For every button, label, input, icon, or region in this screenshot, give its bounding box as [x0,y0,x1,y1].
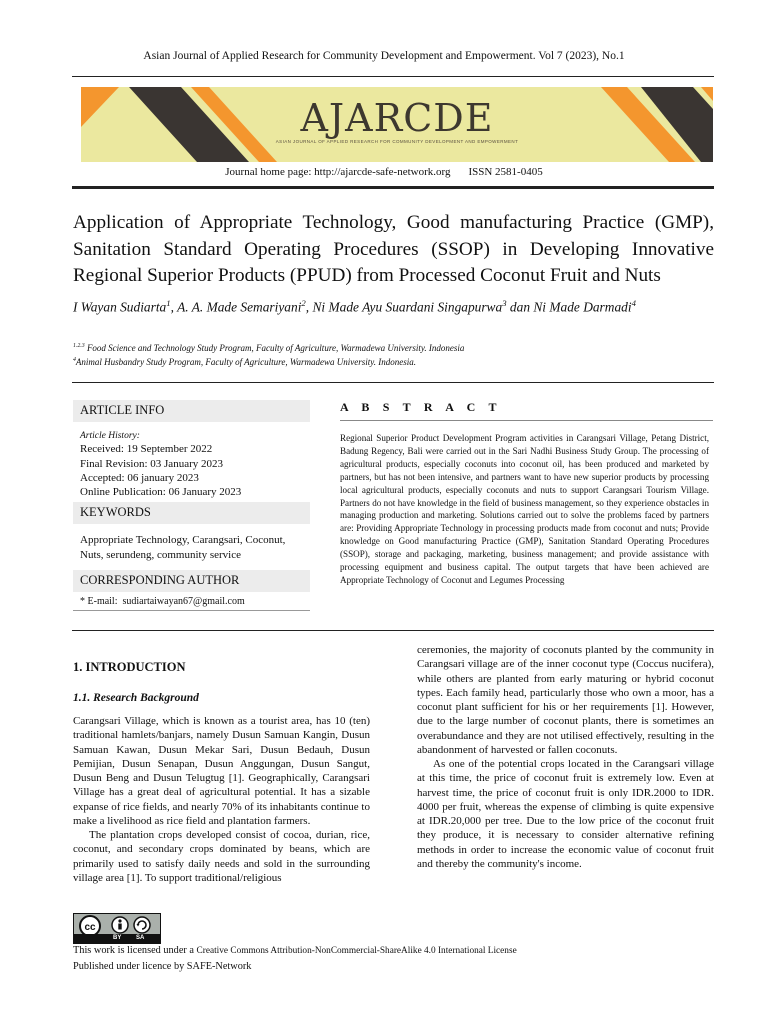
author-sup: 3 [502,298,507,308]
affiliation-text: Animal Husbandry Study Program, Faculty of Agriculture, Warmadewa University. Indonesia. [75,357,416,367]
paragraph: As one of the potential crops located in the Carangsari village at this time, the price of coconut fruit is extremely low. Even at harvest time, the price of coconut fruit is only IDR.2000 to IDR. 4000 per fruit, whereas the expense of climbing is quite expensive at IDR.20,000 per tree. Due to the low price of the coconut fruit they produce, it is necessary to consider alternative refining methods in order to increase the economic value of coconut fruit and thereby the community's income. [417,758,714,870]
affiliations [73,340,714,368]
affiliation-sup: 4 [73,357,76,363]
license-notice [73,943,517,974]
body-rule [72,630,714,631]
cc-icons [74,914,162,936]
paragraph: The plantation crops developed consist of cocoa, durian, rice, coconut, and secondary crops dominated by beans, which are primarily used to satisfy daily needs and sold in the surrounding village area [1]. To support traditional/religious [73,829,370,884]
corresponding-author-heading: CORRESPONDING AUTHOR [73,570,310,592]
paragraph: Carangsari Village, which is known as a tourist area, has 10 (ten) traditional hamlets/banjars, namely Dusun Samuan Kangin, Dusun Samuan Kawan, Dusun Mekar Sari, Dusun Bedauh, Dusun Pemijian, Dusun Senapan, Dusun Anggungan, Dusun Sangut, Dusun Beng and Dusun Telugtug [1]. Geographically, Carangsari Village has a great deal of agricultural potential. It has a sizable expanse of rice fields, and nearly 70% of its inhabitants continue to make a livelihood as rice field and plantation farmers. [73,715,370,827]
author-list: I Wayan Sudiarta$^1$, A. A. Made Semariyani$^2$, Ni Made Ayu Suardani Singapurwa$^3$ dan Ni Made Darmadi$^4$ [73,298,636,315]
affiliation-rule [72,382,714,383]
corresponding-email [80,596,245,607]
svg-text:cc: cc [84,922,96,933]
author-name: A. A. Made Semariyani [177,299,302,315]
paragraph: ceremonies, the majority of coconuts planted by the community in Carangsari village are of the inner coconut type (Coccus nucifera), while others are planted from early maturing or hybrid coconut types. Each family head, particularly those who own a moor, has a coconut plant sufficient for his or her requirements [1]. However, due to the large number of coconut plants, there is sometimes an overabundance and they are not utilised effectively, resulting in the abandonment of harvested or fallen coconuts. [417,644,714,756]
journal-logo: AJARCDE [300,96,494,140]
author-name: Ni Made Ayu Suardani Singapurwa [312,299,503,315]
journal-banner [81,87,713,162]
license-link[interactable]: Creative Commons Attribution-NonCommercial-ShareAlike 4.0 International License [196,946,517,956]
cc-badge-bar [74,934,160,943]
abstract-text: Regional Superior Product Development Program activities in Carangsari Village, Petang District, Badung Regency, Bali were carried out in the Sari Nadhi Business Study Group. The processing of agricultural products, especially coconuts into coconut oil, has been produced and marketed by partners, but has not been intensive, and partners want to have new superior products by processing local agricultural products, especially coconuts and nuts to support Carangsari Tourism Village. Partners do not have knowledge in the field of business management, so they experience obstacles in managing production and marketing. Solutions carried out to solve the problems faced by partners are: Providing Appropriate Technology in processing products made from coconut and nuts; Provide knowledge on Good manufacturing Practice (GMP), Sanitation Standard Operating Procedures (SSOP), storage and packaging, marketing, business management; and provide assistance with processing equipment and business capital. The output targets that have been achieved are Appropriate Technology of Coconut and Legumes Processing [340,433,709,585]
license-line [73,943,517,959]
cc-sa-label: SA [136,935,145,941]
journal-logo-subtitle: ASIAN JOURNAL OF APPLIED RESEARCH FOR COMMUNITY DEVELOPMENT AND EMPOWERMENT [275,139,519,144]
subsection-heading: 1.1. Research Background [73,692,199,704]
info-rule [73,610,310,611]
affiliation-text: Food Science and Technology Study Program, Faculty of Agriculture, Warmadewa University. Indonesia [84,343,465,353]
intro-left-column [73,714,370,885]
history-online: Online Publication: 06 January 2023 [80,486,242,498]
abstract-heading: A B S T R A C T [340,400,502,414]
cc-license-badge[interactable] [73,913,161,944]
author-name: dan Ni Made Darmadi [509,299,632,315]
intro-right-column [417,643,714,871]
keywords: Appropriate Technology, Carangsari, Coconut, Nuts, serundeng, community service [80,534,286,561]
license-prefix: This work is licensed under a [73,945,197,956]
author-sup: 1 [166,298,171,308]
homepage-link[interactable]: Journal home page: http://ajarcde-safe-network.org [225,166,451,178]
journal-header: Asian Journal of Applied Research for Community Development and Empowerment. Vol 7 (2023), No.1 [143,50,625,62]
affiliation [73,340,714,354]
keywords-heading: KEYWORDS [73,502,310,524]
email-label: * E-mail: [80,596,118,607]
article-info-heading: ARTICLE INFO [73,400,310,422]
affiliation [73,354,714,368]
header-rule [72,76,714,77]
cc-by-label: BY [113,935,122,941]
abstract-rule [340,420,713,421]
paper-title: Application of Appropriate Technology, Good manufacturing Practice (GMP), Sanitation Standard Operating Procedures (SSOP) in Developing Innovative Regional Superior Products (PPUD) from Processed Coconut Fruit and Nuts [73,212,714,286]
author-name: I Wayan Sudiarta [73,299,167,315]
publisher-line: Published under licence by SAFE-Network [73,961,252,972]
author-sup: 4 [631,298,636,308]
history-accepted: Accepted: 06 january 2023 [80,472,199,484]
issn: ISSN 2581-0405 [468,166,543,178]
email-address[interactable]: sudiartaiwayan67@gmail.com [122,596,245,607]
journal-homepage [0,166,768,178]
history-revision: Final Revision: 03 January 2023 [80,458,223,470]
history-label: Article History: [80,431,140,441]
history-received: Received: 19 September 2022 [80,443,213,455]
homepage-rule [72,186,714,189]
section-heading-introduction: 1. INTRODUCTION [73,660,186,674]
affiliation-sup: 1.2.3 [73,343,85,349]
author-sup: 2 [301,298,306,308]
